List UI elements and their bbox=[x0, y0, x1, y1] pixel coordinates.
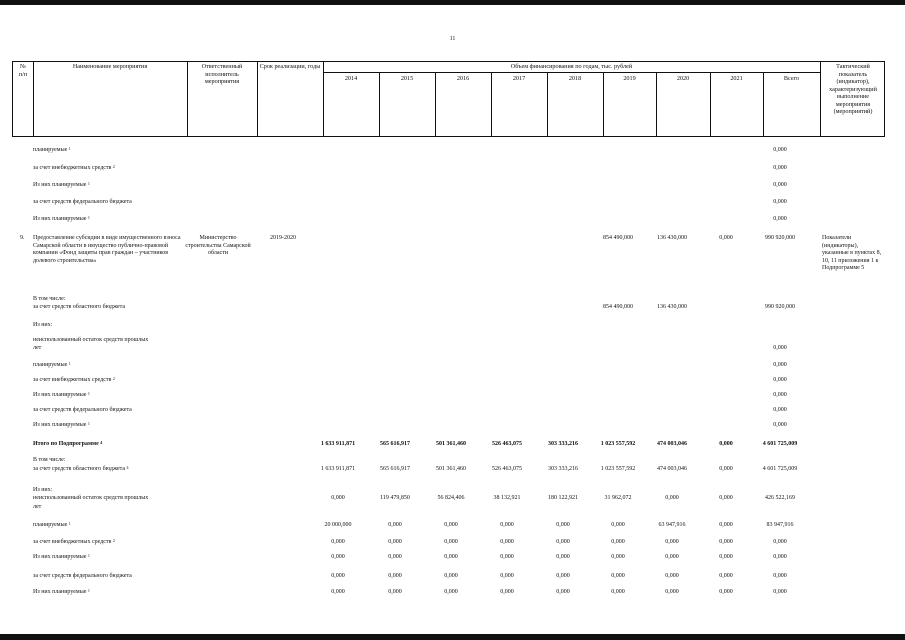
item-number: 9. bbox=[20, 235, 25, 241]
totals-planned-value: 83 947,916 bbox=[766, 522, 794, 528]
sub-row-total: 0,000 bbox=[773, 392, 787, 398]
totals-regional-value: 501 361,460 bbox=[436, 466, 466, 472]
totals-planned-label: планируемые $^1$ bbox=[33, 521, 71, 528]
totals-regional-value: 526 463,075 bbox=[492, 466, 522, 472]
totals-federal-value: 0,000 bbox=[665, 573, 679, 579]
totals-extrabudget-planned-value: 0,000 bbox=[773, 554, 787, 560]
regional-value-total: 990 920,000 bbox=[765, 304, 795, 310]
regional-value-2019: 854 490,000 bbox=[603, 304, 633, 310]
header-year-2016: 2016 bbox=[456, 75, 470, 82]
item-indicator: Показатели (индикаторы), указанные в пунктах 8, 10, 11 приложения 1 к Подпрограмме 5 bbox=[822, 235, 882, 271]
totals-extrabudget-value: 0,000 bbox=[444, 539, 458, 545]
totals-unused-value: 0,000 bbox=[665, 495, 679, 501]
header-year-2020: 2020 bbox=[676, 75, 690, 82]
totals-federal-planned-value: 0,000 bbox=[556, 589, 570, 595]
totals-extrabudget-value: 0,000 bbox=[331, 539, 345, 545]
footnote-mark: 1 bbox=[87, 553, 90, 558]
totals-federal-value: 0,000 bbox=[444, 573, 458, 579]
subprogram-total-value: 1 633 911,871 bbox=[320, 441, 356, 447]
sub-row-total: 0,000 bbox=[773, 407, 787, 413]
footnote-mark: 1 bbox=[87, 391, 90, 396]
item-term: 2019-2020 bbox=[270, 235, 296, 241]
footnote-mark: 1 bbox=[87, 215, 90, 220]
totals-extrabudget-planned-value: 0,000 bbox=[444, 554, 458, 560]
totals-extrabudget-planned-value: 0,000 bbox=[665, 554, 679, 560]
header-indicator: Тактический показатель (индикатор), характеризующий выполнение мероприятия (мероприятий) bbox=[829, 63, 877, 115]
footnote-mark: 2 bbox=[112, 164, 115, 169]
header-name: Наименование мероприятия bbox=[72, 63, 148, 70]
item-value-2020: 136 430,000 bbox=[657, 235, 687, 241]
sub-row-label: планируемые $^1$ bbox=[33, 361, 71, 368]
unused-balance-label-cont: лет bbox=[33, 345, 42, 351]
subprogram-total-value: 501 361,460 bbox=[436, 441, 466, 447]
totals-federal-value: 0,000 bbox=[331, 573, 345, 579]
header-year-2015: 2015 bbox=[400, 75, 414, 82]
totals-regional-label: за счет средств областного бюджета $^4$ bbox=[33, 465, 129, 472]
header-year-2017: 2017 bbox=[512, 75, 526, 82]
header-year-2019: 2019 bbox=[623, 75, 636, 82]
totals-planned-value: 0,000 bbox=[388, 522, 402, 528]
footnote-mark: 1 bbox=[87, 421, 90, 426]
totals-extrabudget-planned-value: 0,000 bbox=[331, 554, 345, 560]
row-total: 0,000 bbox=[773, 199, 787, 205]
row-label: Из них планируемые $^1$ bbox=[33, 181, 90, 188]
totals-of-them-label: Из них: bbox=[33, 487, 53, 493]
footnote-mark: 1 bbox=[87, 588, 90, 593]
subprogram-total-value: 303 333,216 bbox=[548, 441, 578, 447]
item-executor: Министерство строительства Самарской области bbox=[185, 235, 251, 256]
totals-regional-value: 4 601 725,009 bbox=[762, 466, 798, 472]
totals-regional-value: 303 333,216 bbox=[548, 466, 578, 472]
subprogram-total-value: 565 616,917 bbox=[380, 441, 410, 447]
totals-unused-value: 0,000 bbox=[331, 495, 345, 501]
totals-including-label: В том числе: bbox=[33, 457, 66, 463]
subprogram-total-value: 0,000 bbox=[719, 441, 733, 447]
sub-row-label: за счет внебюджетных средств $^2$ bbox=[33, 376, 115, 383]
footnote-mark: 2 bbox=[112, 538, 115, 543]
page-number: 11 bbox=[449, 36, 456, 42]
sub-row-label: за счет средств федерального бюджета bbox=[33, 407, 132, 413]
totals-unused-label: неиспользованный остаток средств прошлых bbox=[33, 495, 149, 501]
totals-planned-value: 63 947,916 bbox=[658, 522, 686, 528]
totals-planned-value: 20 000,000 bbox=[324, 522, 352, 528]
totals-extrabudget-planned-value: 0,000 bbox=[500, 554, 514, 560]
totals-federal-planned-value: 0,000 bbox=[331, 589, 345, 595]
subprogram-total-label: Итого по Подпрограмме $^4$ bbox=[33, 440, 103, 447]
totals-regional-value: 0,000 bbox=[719, 466, 733, 472]
subprogram-total-value: 4 601 725,009 bbox=[762, 441, 798, 447]
footnote-mark: 1 bbox=[68, 146, 71, 151]
totals-federal-value: 0,000 bbox=[719, 573, 733, 579]
totals-federal-planned-value: 0,000 bbox=[665, 589, 679, 595]
totals-extrabudget-planned-value: 0,000 bbox=[556, 554, 570, 560]
footnote-mark: 2 bbox=[112, 376, 115, 381]
regional-budget-label: за счет средств областного бюджета bbox=[33, 304, 126, 310]
totals-federal-value: 0,000 bbox=[500, 573, 514, 579]
totals-regional-value: 565 616,917 bbox=[380, 466, 410, 472]
totals-extrabudget-value: 0,000 bbox=[611, 539, 625, 545]
totals-unused-value: 0,000 bbox=[719, 495, 733, 501]
row-label: Из них планируемые $^1$ bbox=[33, 215, 90, 222]
totals-federal-label: за счет средств федерального бюджета bbox=[33, 573, 132, 579]
totals-extrabudget-value: 0,000 bbox=[556, 539, 570, 545]
totals-regional-value: 1 023 557,592 bbox=[600, 466, 636, 472]
footnote-mark: 4 bbox=[100, 440, 103, 445]
totals-regional-value: 1 633 911,871 bbox=[320, 466, 356, 472]
totals-unused-label-cont: лет bbox=[33, 504, 42, 510]
row-total: 0,000 bbox=[773, 147, 787, 153]
totals-federal-value: 0,000 bbox=[611, 573, 625, 579]
totals-regional-value: 474 003,046 bbox=[657, 466, 687, 472]
header-year-2018: 2018 bbox=[568, 75, 582, 82]
totals-federal-planned-value: 0,000 bbox=[444, 589, 458, 595]
totals-unused-value: 119 479,850 bbox=[380, 495, 410, 501]
header-year-2014: 2014 bbox=[344, 75, 358, 82]
item-value-2021: 0,000 bbox=[719, 235, 733, 241]
item-value-2019: 854 490,000 bbox=[603, 235, 633, 241]
totals-unused-value: 56 824,406 bbox=[437, 495, 465, 501]
header-total: Всего bbox=[783, 75, 800, 82]
totals-planned-value: 0,000 bbox=[556, 522, 570, 528]
totals-federal-planned-value: 0,000 bbox=[611, 589, 625, 595]
totals-extrabudget-value: 0,000 bbox=[719, 539, 733, 545]
row-total: 0,000 bbox=[773, 216, 787, 222]
subprogram-total-value: 1 023 557,592 bbox=[600, 441, 636, 447]
totals-federal-planned-value: 0,000 bbox=[500, 589, 514, 595]
totals-unused-value: 426 522,169 bbox=[765, 495, 795, 501]
row-label: планируемые $^1$ bbox=[33, 146, 71, 153]
footnote-mark: 1 bbox=[87, 181, 90, 186]
totals-federal-value: 0,000 bbox=[773, 573, 787, 579]
including-label: В том числе: bbox=[33, 296, 66, 302]
totals-planned-value: 0,000 bbox=[611, 522, 625, 528]
regional-value-2020: 136 430,000 bbox=[657, 304, 687, 310]
totals-unused-value: 31 962,072 bbox=[604, 495, 632, 501]
totals-federal-planned-value: 0,000 bbox=[773, 589, 787, 595]
unused-balance-total: 0,000 bbox=[773, 345, 787, 351]
sub-row-label: Из них планируемые $^1$ bbox=[33, 421, 90, 428]
row-total: 0,000 bbox=[773, 182, 787, 188]
totals-federal-planned-value: 0,000 bbox=[388, 589, 402, 595]
sub-row-total: 0,000 bbox=[773, 377, 787, 383]
totals-extrabudget-planned-label: Из них планируемые $^1$ bbox=[33, 553, 90, 560]
footnote-mark: 1 bbox=[68, 521, 71, 526]
item-name: Предоставление субсидии в виде имущественного взноса Самарской области в имущество публично-правовой компании «Фонд защиты прав граждан – участников долевого строительства» bbox=[33, 235, 181, 264]
header-year-2021: 2021 bbox=[730, 75, 743, 82]
header-funding: Объем финансирования по годам, тыс. рублей bbox=[510, 63, 633, 70]
totals-extrabudget-label: за счет внебюджетных средств $^2$ bbox=[33, 538, 115, 545]
item-value-total: 990 920,000 bbox=[765, 235, 795, 241]
totals-federal-planned-value: 0,000 bbox=[719, 589, 733, 595]
top-border-bar bbox=[0, 0, 905, 5]
totals-federal-value: 0,000 bbox=[556, 573, 570, 579]
header-number: № п/п bbox=[18, 63, 28, 78]
unused-balance-label: неиспользованный остаток средств прошлых bbox=[33, 337, 149, 343]
totals-planned-value: 0,000 bbox=[500, 522, 514, 528]
subprogram-total-value: 526 463,075 bbox=[492, 441, 522, 447]
of-them-label: Из них: bbox=[33, 322, 53, 328]
header-term: Срок реализации, годы bbox=[259, 63, 321, 70]
totals-extrabudget-planned-value: 0,000 bbox=[388, 554, 402, 560]
totals-planned-value: 0,000 bbox=[719, 522, 733, 528]
footnote-mark: 1 bbox=[68, 361, 71, 366]
table-header bbox=[12, 61, 885, 137]
totals-extrabudget-value: 0,000 bbox=[388, 539, 402, 545]
totals-extrabudget-planned-value: 0,000 bbox=[611, 554, 625, 560]
subprogram-total-value: 474 003,046 bbox=[657, 441, 687, 447]
footnote-mark: 4 bbox=[126, 465, 129, 470]
bottom-border-bar bbox=[0, 634, 905, 640]
totals-extrabudget-value: 0,000 bbox=[500, 539, 514, 545]
sub-row-label: Из них планируемые $^1$ bbox=[33, 391, 90, 398]
totals-federal-value: 0,000 bbox=[388, 573, 402, 579]
totals-extrabudget-planned-value: 0,000 bbox=[719, 554, 733, 560]
row-total: 0,000 bbox=[773, 165, 787, 171]
sub-row-total: 0,000 bbox=[773, 362, 787, 368]
totals-extrabudget-value: 0,000 bbox=[665, 539, 679, 545]
row-label: за счет средств федерального бюджета bbox=[33, 199, 132, 205]
totals-extrabudget-value: 0,000 bbox=[773, 539, 787, 545]
header-executor: Ответственный исполнитель мероприятия bbox=[201, 63, 243, 85]
totals-planned-value: 0,000 bbox=[444, 522, 458, 528]
totals-unused-value: 180 122,921 bbox=[548, 495, 578, 501]
sub-row-total: 0,000 bbox=[773, 422, 787, 428]
totals-unused-value: 38 132,921 bbox=[493, 495, 521, 501]
row-label: за счет внебюджетных средств $^2$ bbox=[33, 164, 115, 171]
totals-federal-planned-label: Из них планируемые $^1$ bbox=[33, 588, 90, 595]
